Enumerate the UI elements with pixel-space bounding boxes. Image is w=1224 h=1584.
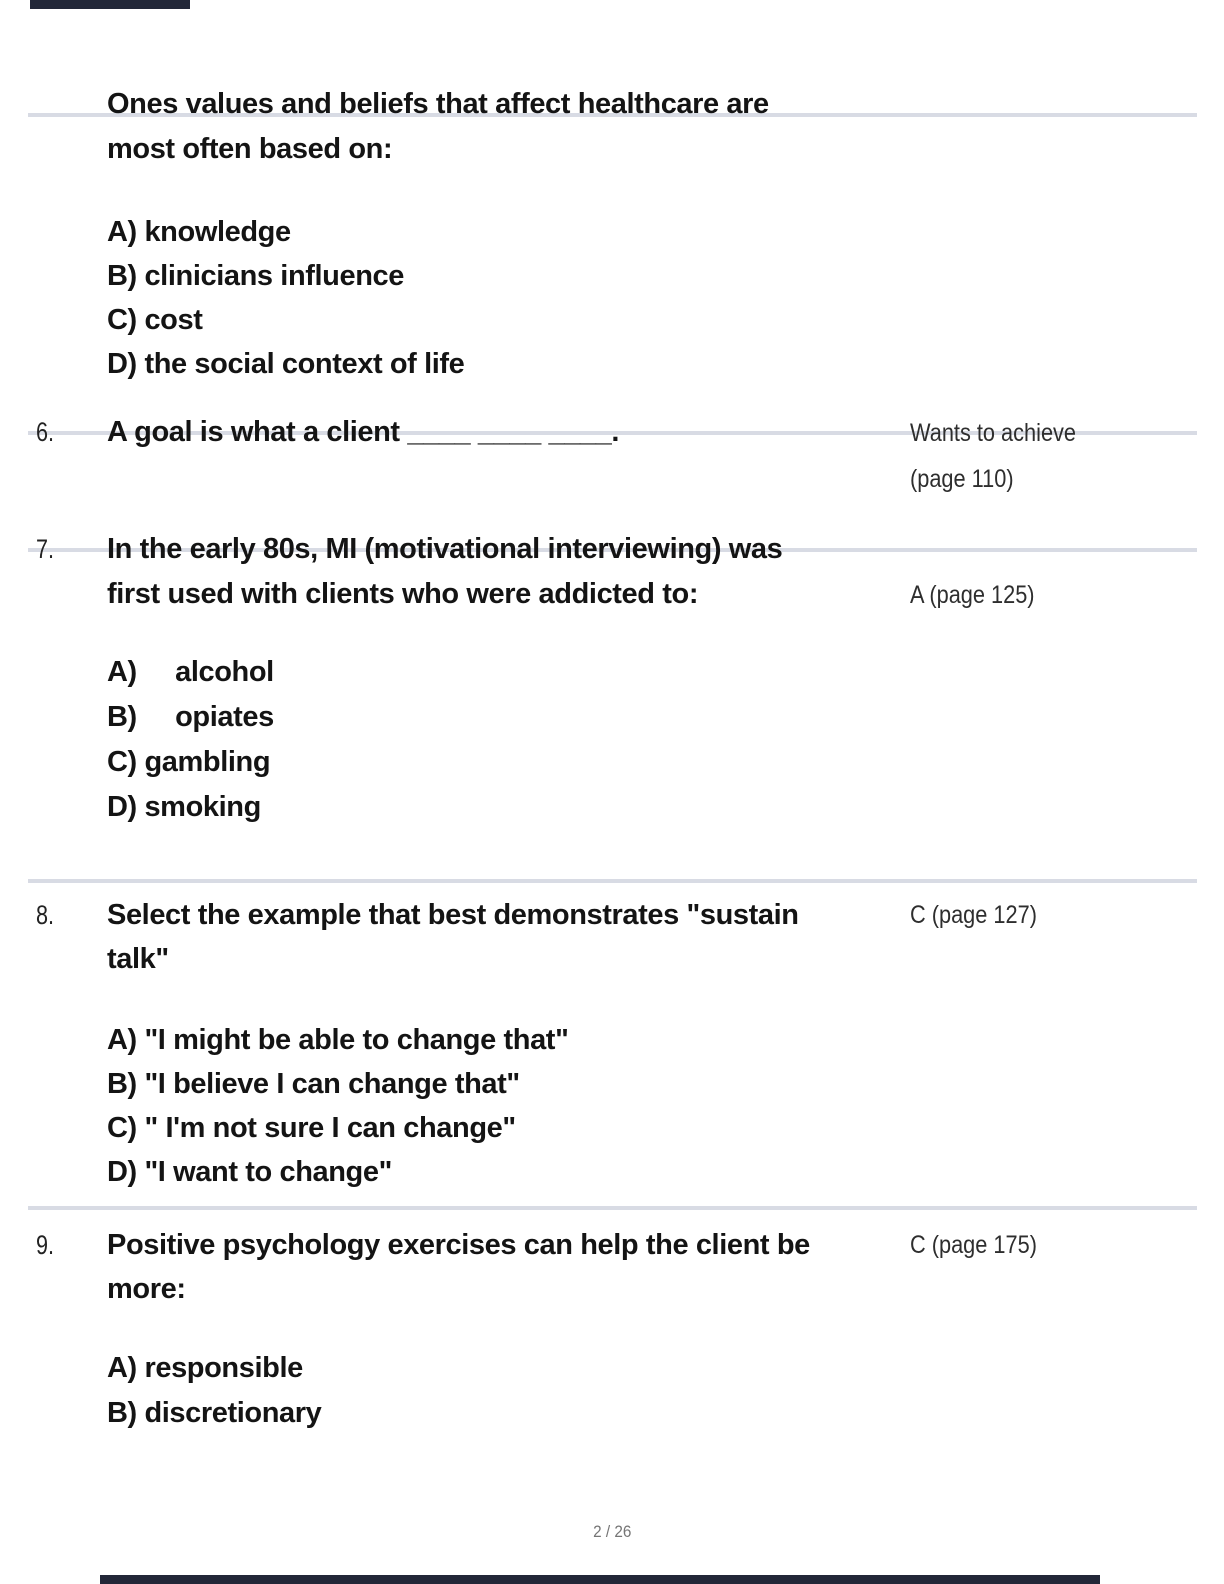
question-5-options xyxy=(107,210,464,386)
question-6-text: A goal is what a client ____ ____ ____. xyxy=(107,416,620,448)
question-7-text: In the early 80s, MI (motivational interviewing) was first used with clients who were addicted to: xyxy=(107,533,783,610)
option-b: B) clinicians influence xyxy=(107,260,404,292)
option-a: A) knowledge xyxy=(107,216,291,248)
option-a: A) "I might be able to change that" xyxy=(107,1024,569,1056)
option-a: A) alcohol xyxy=(107,656,274,688)
option-a: A) responsible xyxy=(107,1352,303,1384)
question-7-number: 7. xyxy=(36,534,55,564)
next-page-edge xyxy=(100,1575,1100,1584)
question-9-answer: C (page 175) xyxy=(910,1231,1037,1259)
option-d: D) the social context of life xyxy=(107,348,465,380)
option-c: C) " I'm not sure I can change" xyxy=(107,1112,516,1144)
option-b: B) "I believe I can change that" xyxy=(107,1068,520,1100)
question-6-number: 6. xyxy=(36,417,55,447)
question-7-options xyxy=(107,650,274,830)
question-9-text: Positive psychology exercises can help the client be more: xyxy=(107,1229,810,1305)
option-c: C) gambling xyxy=(107,746,271,778)
question-6-answer: Wants to achieve (page 110) xyxy=(910,419,1077,493)
option-d: D) smoking xyxy=(107,791,261,823)
question-9-number: 9. xyxy=(36,1230,55,1260)
page-number-label: 2 / 26 xyxy=(592,1522,632,1541)
question-8-options xyxy=(107,1018,568,1194)
question-5-text: Ones values and beliefs that affect healthcare are most often based on: xyxy=(107,88,769,165)
row-divider xyxy=(28,879,1197,883)
question-9-options xyxy=(107,1346,321,1436)
option-c: C) cost xyxy=(107,304,203,336)
question-8-number: 8. xyxy=(36,900,55,930)
option-d: D) "I want to change" xyxy=(107,1156,392,1188)
page-number xyxy=(0,1522,1224,1542)
question-8-text: Select the example that best demonstrates "sustain talk" xyxy=(107,899,799,975)
question-8-answer: C (page 127) xyxy=(910,901,1037,929)
option-b: B) opiates xyxy=(107,701,274,733)
question-7-answer: A (page 125) xyxy=(910,581,1035,609)
option-b: B) discretionary xyxy=(107,1397,322,1429)
row-divider xyxy=(28,1206,1197,1210)
previous-page-edge xyxy=(30,0,190,9)
